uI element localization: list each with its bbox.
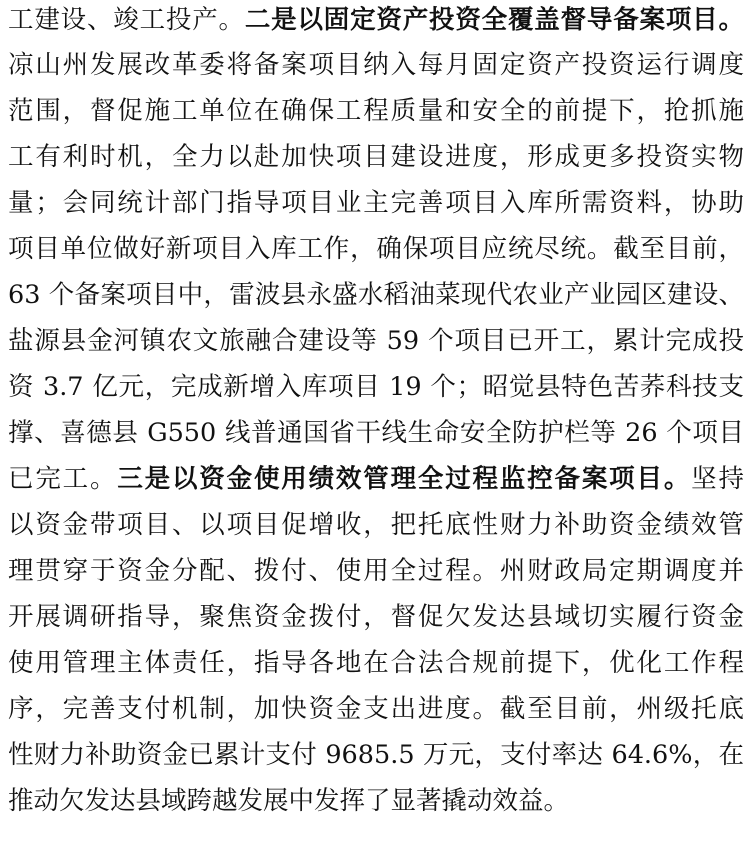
text-span: 63 个备案项目中，雷波县永盛水稻油菜现代农业产业园区建设、 [8,280,744,310]
text-line [8,735,744,775]
text-span: 工有利时机，全力以赴加快项目建设进度，形成更多投资实物 [8,142,744,172]
text-span: 序，完善支付机制，加快资金支出进度。截至目前，州级托底 [8,694,744,724]
text-line [8,459,744,499]
text-span: 坚持 [691,464,744,494]
text-line [8,91,744,131]
text-span: 使用管理主体责任，指导各地在合法合规前提下，优化工作程 [8,648,744,678]
text-line [8,551,744,591]
text-line [8,183,744,223]
bold-heading-span: 二是以固定资产投资全覆盖督导备案项目。 [244,5,744,35]
text-span: 已完工。 [8,464,118,494]
text-line [8,597,744,637]
text-span: 以资金带项目、以项目促增收，把托底性财力补助资金绩效管 [8,510,744,540]
text-line [8,643,744,683]
text-line [8,505,744,545]
text-span: 凉山州发展改革委将备案项目纳入每月固定资产投资运行调度 [8,50,744,80]
text-span: 撑、喜德县 G550 线普通国省干线生命安全防护栏等 26 个项目 [8,418,744,448]
text-span: 项目单位做好新项目入库工作，确保项目应统尽统。截至目前， [8,234,744,264]
text-span: 工建设、竣工投产。 [8,5,245,35]
text-line [8,413,744,453]
text-line [8,781,744,821]
text-line [8,275,744,315]
text-line [8,0,744,40]
text-line [8,321,744,361]
text-span: 范围，督促施工单位在确保工程质量和安全的前提下，抢抓施 [8,96,744,126]
text-span: 开展调研指导，聚焦资金拨付，督促欠发达县域切实履行资金 [8,602,744,632]
text-span: 推动欠发达县域跨越发展中发挥了显著撬动效益。 [8,786,570,816]
text-line [8,229,744,269]
text-line [8,367,744,407]
text-span: 资 3.7 亿元，完成新增入库项目 19 个；昭觉县特色苦荞科技支 [8,372,744,402]
text-line [8,689,744,729]
text-span: 理贯穿于资金分配、拨付、使用全过程。州财政局定期调度并 [8,556,744,586]
text-span: 性财力补助资金已累计支付 9685.5 万元，支付率达 64.6%，在 [8,740,744,770]
bold-heading-span: 三是以资金使用绩效管理全过程监控备案项目。 [117,464,692,494]
text-span: 量；会同统计部门指导项目业主完善项目入库所需资料，协助 [8,188,744,218]
text-line [8,137,744,177]
text-span: 盐源县金河镇农文旅融合建设等 59 个项目已开工，累计完成投 [8,326,744,356]
text-line [8,45,744,85]
